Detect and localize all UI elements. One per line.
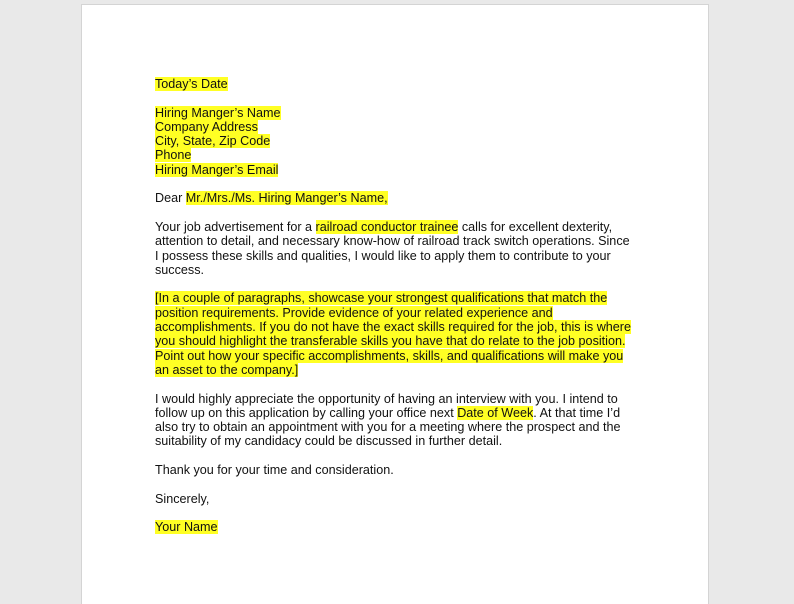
date-placeholder[interactable]: Today’s Date <box>155 77 228 91</box>
salutation-prefix: Dear <box>155 191 186 206</box>
follow-up-text-before: I would highly appreciate the opportunity of having an interview with you. I intend to follow up on this application by calling your office next <box>155 391 618 420</box>
salutation-name-placeholder[interactable]: Mr./Mrs./Ms. Hiring Manger’s Name, <box>185 191 388 206</box>
intro-text-before: Your job advertisement for a <box>155 219 316 234</box>
letter-body <box>155 77 635 549</box>
phone-placeholder[interactable]: Phone <box>155 148 192 163</box>
recipient-name-placeholder[interactable]: Hiring Manger’s Name <box>155 105 281 120</box>
city-state-zip-placeholder[interactable]: City, State, Zip Code <box>155 134 271 149</box>
paragraph-qualifications <box>155 291 635 377</box>
closing: Sincerely, <box>155 491 210 506</box>
qualifications-placeholder[interactable]: [In a couple of paragraphs, showcase your strongest qualifications that match the position requirements. Provide evidence of your related experience and accomplishments. If you do not have the exact skills required for the job, this is where you should highlight the transferable skills you have that do relate to the job position. Point out how your specific accomplishments, skills, and qualifications will make you an asset to the company.] <box>155 291 631 377</box>
follow-up-text-after: . At that time I’d also try to obtain an appointment with you for a meeting where the prospect and the suitability of my candidacy could be discussed in further detail. <box>155 405 621 449</box>
paragraph-thanks: Thank you for your time and consideration. <box>155 463 394 478</box>
recipient-address-block <box>155 106 635 177</box>
salutation <box>155 191 635 205</box>
email-placeholder[interactable]: Hiring Manger’s Email <box>155 162 279 177</box>
signature-paragraph <box>155 520 635 534</box>
date-of-week-placeholder[interactable]: Date of Week <box>457 405 534 420</box>
document-page <box>81 4 709 604</box>
paragraph-follow-up <box>155 392 635 449</box>
job-title-placeholder[interactable]: railroad conductor trainee <box>315 219 459 234</box>
signature-placeholder[interactable]: Your Name <box>155 520 218 535</box>
company-address-placeholder[interactable]: Company Address <box>155 119 258 134</box>
paragraph-intro <box>155 220 635 277</box>
date-paragraph <box>155 77 635 91</box>
intro-text-after: calls for excellent dexterity, attention to detail, and necessary know-how of railroad track switch operations. Since I possess these skills and qualities, I would like to apply them to contribute to your success. <box>155 219 630 277</box>
